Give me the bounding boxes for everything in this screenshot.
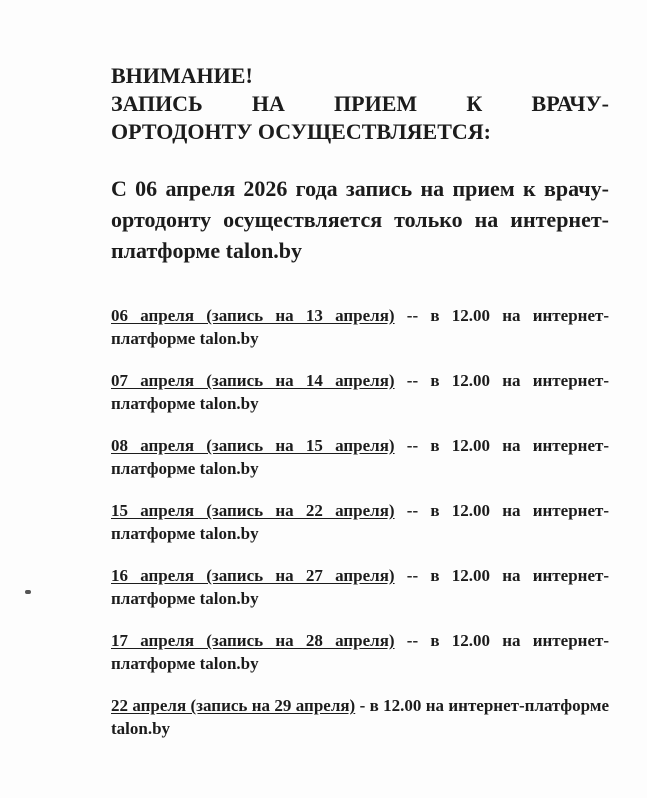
schedule-entry-date: 06 апреля (запись на 13 апреля) (111, 306, 395, 325)
heading-line-orthodontist: ОРТОДОНТУ ОСУЩЕСТВЛЯЕТСЯ: (111, 119, 491, 144)
notice-heading (111, 62, 609, 146)
schedule-entry (111, 629, 609, 675)
heading-line-attention: ВНИМАНИЕ! (111, 63, 253, 88)
schedule-entry-details: -- в 12.00 на интернет-платформе talon.by (111, 371, 609, 413)
schedule-entry-details: -- в 12.00 на интернет-платформе talon.by (111, 306, 609, 348)
schedule-entry-date: 16 апреля (запись на 27 апреля) (111, 566, 395, 585)
scan-speck (25, 590, 31, 594)
schedule-entry-details: -- в 12.00 на интернет-платформе talon.by (111, 501, 609, 543)
schedule-entry-details: -- в 12.00 на интернет-платформе talon.by (111, 566, 609, 608)
notice-content (111, 62, 609, 759)
schedule-entry (111, 434, 609, 480)
schedule-entry (111, 564, 609, 610)
schedule-list (111, 304, 609, 740)
schedule-entry (111, 369, 609, 415)
schedule-entry (111, 499, 609, 545)
schedule-entry-date: 07 апреля (запись на 14 апреля) (111, 371, 395, 390)
intro-paragraph: С 06 апреля 2026 года запись на прием к врачу-ортодонту осуществляется только на интернет-платформе talon.by (111, 176, 609, 263)
heading-line-appointment: ЗАПИСЬ НА ПРИЕМ К ВРАЧУ- (111, 91, 609, 116)
schedule-entry-date: 17 апреля (запись на 28 апреля) (111, 631, 395, 650)
schedule-entry (111, 694, 609, 740)
schedule-entry-date: 22 апреля (запись на 29 апреля) (111, 696, 356, 715)
schedule-entry-details: -- в 12.00 на интернет-платформе talon.by (111, 631, 609, 673)
schedule-entry-date: 08 апреля (запись на 15 апреля) (111, 436, 395, 455)
schedule-entry-date: 15 апреля (запись на 22 апреля) (111, 501, 395, 520)
schedule-entry-details: - в 12.00 на интернет-платформе talon.by (111, 696, 609, 738)
schedule-entry (111, 304, 609, 350)
schedule-entry-details: -- в 12.00 на интернет-платформе talon.by (111, 436, 609, 478)
